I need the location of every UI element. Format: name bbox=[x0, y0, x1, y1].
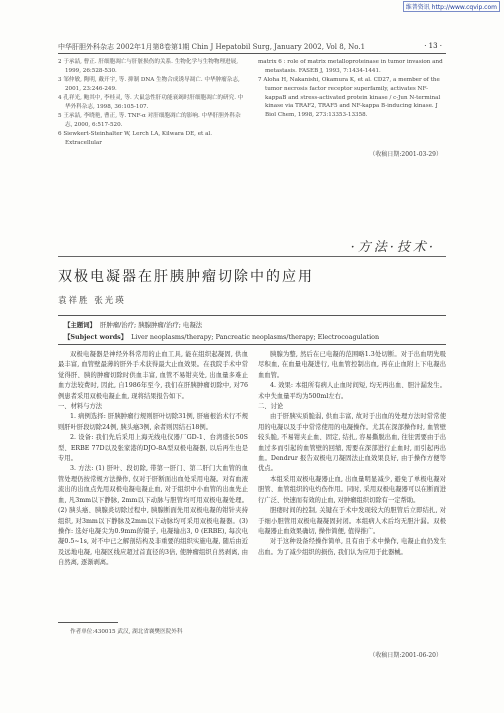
article-title: 双极电凝器在肝胰肿瘤切除中的应用 bbox=[58, 269, 314, 285]
reference-item: 6 Siewkert-Steinhalter W, Lerch LA, Kilwara DE, et al. Extracellular bbox=[58, 131, 212, 147]
reference-item: 3 邹仲敏, 陶明, 戴开宇, 等. 抑制 DNA 生物合成诱导凋亡. 中华肿瘤杂志, 2001, 23:246-249. bbox=[58, 77, 240, 92]
body-paragraph: 2. 设备: 我们先后采用上海无线电仪器厂GD-1、台湾盛长50S型、ERBE 77D以及张家港的DJO-8A型双极电凝器, 以后再生也是专用。 bbox=[58, 434, 248, 463]
subheading: 一、材料与方法 bbox=[58, 403, 103, 411]
keywords-rule-bottom bbox=[58, 344, 446, 345]
reference-item: matrix 6 : role of matrix metalloproteinase in tumor invasion and metastasis. FASEB J, 1993, 7:1434-1441. bbox=[258, 59, 443, 74]
page-number: · 13 · bbox=[424, 42, 442, 50]
body-paragraph: 双极电凝器是神经外科常用的止血工具, 能在组织起凝固, 供血最丰富, 血管壁最薄的肝外手术获得最大止血效果。在我院手术中常觉得肝、胰的肿瘤切除时供血丰富, 血管不易钳夹处, 出血量多难止血方法较费时, 因此, 自1986年至今, 我们在肝胰肿瘤切除中, 对76例患者采用双极电凝止血, 现将结果报告如下。 bbox=[58, 351, 248, 400]
header-rule bbox=[58, 53, 446, 54]
article-authors: 袁祥胜 张光瑛 bbox=[58, 296, 126, 306]
body-paragraph: 胰腺为整, 然后在已电凝的范围略1.3处切断。对于出血明先吸尽积血, 在血量电凝进行, 电血管控制出血, 再在止血附上下电凝出血血管。 bbox=[258, 351, 446, 379]
watermark-stamp: 维普资讯 http://www.cqvip.com bbox=[403, 1, 500, 12]
body-paragraph: 3. 方法: (1) 肝叶、段切除, 带第一肝门、第二肝门大血管的血管处理仍按常规方法操作, 仅对于肝断面出血处采用电凝。对有血液流出的出血点先用双极电凝电凝止血, 对于组织中小血管的出血先止血, 凡3mm以下静脉, 2mm以下动脉与胆管均可用双极电凝处理。(2) 胰头癌、胰腺炎切除过程中, 胰腺断面先用双极电凝的钳针夹持组织, 对3mm以下静脉及2mm以下动脉均可采用双极电凝器。(3) 操作: 选好电凝尖为0.9mm的镊子, 电凝输出3, 0 (ERBE), 每次电凝0.5~1s, 对不中已之解剖结构及非重要的组织实施电凝, 随后由近及远地电凝, 电凝区线应超过首直径的3倍, 使肿瘤组织自然剥离, 由自然离, 逐渐剥离。 bbox=[58, 465, 248, 567]
body-paragraph: 4. 效果: 本组所有病人止血时间短, 均无再出血、胆汁漏发生。术中失血量平均为500ml左右。 bbox=[258, 382, 446, 400]
reference-item: 7 Aloha H, Nakanishi, Okamura K, et al. CD27, a member of the tumor necrosis factor receptor superfamily, activates NF-kappaB and stress-activated protein kinase / c-Jun N-terminal kinase via TRAF2, TRAF5 and NF-kappa B-inducing kinase. J Biol Chem, 1998, 273:13353-13358. bbox=[258, 77, 441, 119]
keywords-rule-top bbox=[58, 315, 446, 316]
reference-list-right bbox=[258, 58, 446, 121]
reference-item: 5 王承喆, 李晓艳, 曹正, 等. TNF-α 对肝细胞凋亡的影响. 中华肝胆外科杂志, 2000, 6:517-520. bbox=[58, 113, 241, 129]
body-paragraph: 1. 病例选择: 肝胰肿瘤行规则肝叶切除31例, 肝癌根治术行不规则肝叶肝段切除24例, 胰头癌3例, 余者则因结石18例。 bbox=[58, 413, 248, 431]
reference-list-left bbox=[58, 58, 248, 148]
body-paragraph: 本组采用双极电凝器止血, 出血量明显减少, 避免了单极电凝对胆管、血管组织的电灼伤作用。同时, 采用双极电凝器可以在断面进行广泛、快速而有效的止血, 对肿瘤组织切除有一定帮助。 bbox=[258, 475, 446, 504]
section-rule bbox=[58, 256, 446, 257]
body-column-right bbox=[258, 350, 446, 650]
body-column-left bbox=[58, 350, 248, 616]
body-paragraph: 胆瘘时间的控制, 关键在于术中发现较大的胆管后立即结扎, 对于细小胆管用双极电凝凝固封闭。本组病人术后均无胆汁漏。双极电凝器止血效果确切, 操作简便, 值得推广。 bbox=[258, 507, 446, 535]
subheading: 二、讨论 bbox=[258, 403, 284, 411]
author-affiliation: 作者单位:430015 武汉, 湖北省襄樊医院外科 bbox=[70, 629, 183, 635]
reference-item: 4 孔祥光, 鲍其中, 李桂灵, 等. 大鼠急性肝功能衰竭时肝细胞凋亡的研究. 中华外科杂志, 1998, 36:105-107. bbox=[58, 95, 244, 110]
keywords-label: 【Subject words】 bbox=[64, 333, 128, 341]
keywords-label: 【主题词】 bbox=[64, 321, 96, 329]
keywords-chinese bbox=[64, 320, 202, 329]
keywords-text: Liver neoplasms/therapy; Pancreatic neoplasms/therapy; Electrocoagulation bbox=[131, 333, 380, 341]
body-paragraph: 由于肝胰实质脆弱, 供血丰富, 故对于出血的处理方法时常常使用的电凝以及手中常常使用的电凝操作。尤其在深部操作时, 血管壁较头脆, 不易钳夹止血、固定, 结扎, 容易撕脱出血, 往往需要由于出血过多而引起的血管壁的回缩, 需要在深部进行止血时, 而引起再出血。Dendrur 报告双极电刀凝固法止血效果良好, 由于操作方便等优点。 bbox=[258, 413, 446, 473]
keywords-english bbox=[64, 332, 379, 341]
footnote-rule bbox=[58, 622, 118, 623]
received-date-top: （收稿日期:2001-03-29） bbox=[369, 151, 442, 158]
body-paragraph: 对于这种设备经操作简单, 且有由于术中操作, 电凝止血仍发生出血。为了减少组织的损伤, 我们认为应用于此器械。 bbox=[258, 538, 446, 556]
keywords-text: 肝肿瘤/治疗; 胰腺肿瘤/治疗; 电凝法 bbox=[99, 321, 203, 329]
section-heading: ·方法·技术· bbox=[350, 240, 436, 255]
received-date-bottom: （收稿日期:2001-06-20） bbox=[369, 652, 442, 659]
running-header: 中华肝胆外科杂志 2002年1月第8卷第1期 Chin J Hepatobil Surg, January 2002, Vol 8, No.1 bbox=[58, 43, 366, 51]
reference-item: 2 于承喆, 曹正. 肝细胞凋亡与肝脏损伤的关系. 生物化学与生物物理进展, 1999, 26:528-530. bbox=[58, 59, 239, 74]
